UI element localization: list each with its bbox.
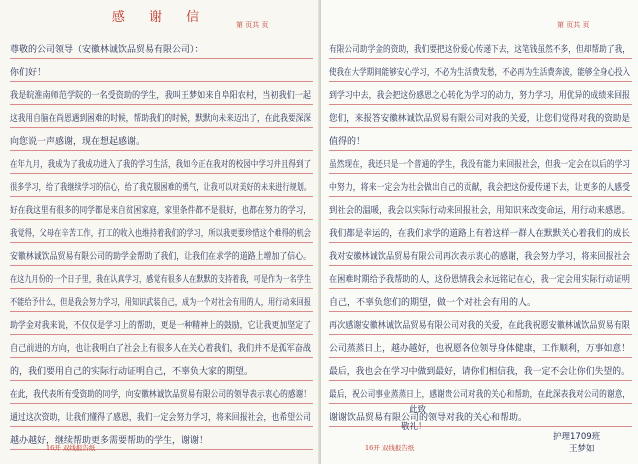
handwritten-line: 我是皖淮南师范学院的一名受资助的学生，我叫王梦如来自阜阳农村，当初我们一起 [10,91,312,101]
handwritten-line: 我们都是幸运的，在我们求学的道路上有着这样一群人在默默关心着我们的成长 [329,229,631,239]
handwritten-line: 不能给予什么，但是我会努力学习，用知识武装自己，成为一个对社会有用的人，用行动来回报 [10,298,312,308]
ruled-line [10,174,313,197]
handwritten-line: 值得的！ [329,137,366,147]
ruled-line [10,358,313,381]
ruled-line [329,335,632,358]
handwritten-line: 我对安徽林诚饮品贸易有限公司再次表示衷心的感谢，我会努力学习，将来回报社会 [329,252,631,262]
ruled-line [10,220,313,243]
ruled-line [329,289,632,312]
handwritten-line: 的，我们要用自己的实际行动证明自己，不辜负大家的期望。 [10,367,254,377]
ruled-line [329,220,632,243]
ruled-line [10,243,313,266]
handwritten-line: 中努力，将来一定会为社会做出自己的贡献，我会把这份爱传递下去，让更多的人感受 [329,183,631,193]
handwritten-line: 通过这次资助，让我们懂得了感恩，我们一定会努力学习，将来回报社会，也希望公司 [10,413,312,423]
closing-text: 此致 [409,405,427,415]
ruled-line [329,358,632,381]
handwritten-line: 越办越好，继续帮助更多需要帮助的学生，谢谢！ [10,436,209,446]
handwritten-line: 自己，不辜负您们的期望，做一个对社会有用的人。 [329,298,537,308]
ruled-line [10,289,313,312]
handwritten-line: 到学习中去，我会把这份感恩之心转化为学习的动力，努力学习，用优异的成绩来回报 [329,91,631,101]
ruled-line [10,312,313,335]
ruled-line [10,128,313,151]
handwritten-line: 谢谢饮品贸易有限公司的领导对我的关心和帮助。 [329,413,528,423]
handwritten-line: 最后，祝公司事业蒸蒸日上，感谢贵公司对我的关心和帮助，在此深表我对公司的谢意， [329,390,631,400]
handwritten-line: 很多学习，给了我继续学习的信心，给了我克服困难的勇气，让我可以对美好的未来进行规划。 [10,183,312,193]
ruled-line [10,105,313,128]
ruled-line [329,59,632,82]
handwritten-line: 再次感谢安徽林诚饮品贸易有限公司对我的关爱，在此我祝愿安徽林诚饮品贸易有限 [329,321,631,331]
ruled-line [329,243,632,266]
handwritten-line: 这我用自脑在尚恩遇到困难的时候，帮助我们的时候，默默向未来迈出了，在此我要深深 [10,114,312,124]
handwritten-line: 在此，我代表所有受资助的同学，向安徽林诚饮品贸易有限公司的领导表示衷心的感谢！ [10,390,312,400]
handwritten-line: 自己前进的方向，也让我明白了社会上有很多人在关心着我们，我们并不是孤军奋战 [10,344,312,354]
handwritten-line: 助学金对我来说，不仅仅是学习上的帮助，更是一种精神上的鼓励，它让我更加坚定了 [10,321,312,331]
handwritten-line: 虽然现在，我还只是一个普通的学生，我没有能力来回报社会，但我一定会在以后的学习 [329,160,631,170]
handwritten-line: 好在我这里有很多的同学都是来自贫困家庭，家里条件都不是很好，也都在努力的学习， [10,206,312,216]
ruled-line [10,404,313,427]
handwritten-line: 尊敬的公司领导（安徽林诚饮品贸易有限公司）： [10,45,204,55]
letter-title: 感 谢 信 [111,10,210,25]
ruled-line [329,151,632,174]
ruled-line [329,174,632,197]
ruled-line [329,36,632,59]
ruled-line [10,59,313,82]
ruled-line [329,404,632,427]
ruled-line [329,82,632,105]
right-paper-footer: 16开 双线报告纸 [365,444,415,452]
handwritten-line: 安徽林诚饮品贸易有限公司的助学金帮助了我们，让我们在求学的道路上增加了信心。 [10,252,312,262]
handwritten-line: 你们好！ [10,68,47,78]
ruled-line [10,381,313,404]
signature-class: 护理1709班 [553,432,601,442]
handwritten-line: 到社会的温暖，我会以实际行动来回报社会，用知识来改变命运，用行动来感恩。 [329,206,631,216]
ruled-line [10,266,313,289]
right-page [321,0,638,464]
handwritten-line: 我觉得，父母在辛苦工作，打工的收入也维持着我们的学习，所以我更要珍惜这个难得的机会 [10,229,312,239]
ruled-line [10,335,313,358]
left-paper-footer: 16开 双线报告纸 [46,444,96,452]
handwritten-line: 在这九月份的一个日子里，我在认真学习，感觉有很多人在默默的支持着我，可是作为一名学生 [10,275,312,285]
handwritten-line: 最后，我也会在学习中做到最好，请你们相信我，我一定不会让你们失望的。 [329,367,631,377]
right-page-number: 第 页共 页 [557,21,590,29]
handwritten-line: 有限公司助学金的资助，我们要把这份爱心传递下去，这笔钱虽然不多，但却帮助了我， [329,45,631,55]
ruled-line [329,266,632,289]
ruled-line [329,128,632,151]
ruled-line [10,197,313,220]
signature-name: 王梦如 [569,444,595,454]
handwritten-line: 在困难时期给予我帮助的人，这份恩情我会永远铭记在心，我一定会用实际行动证明 [329,275,631,285]
ruled-line [329,197,632,220]
ruled-line [10,36,313,59]
ruled-line [329,381,632,404]
left-page-number: 第 页共 页 [236,21,269,29]
handwritten-line: 您们，来报答安徽林诚饮品贸易有限公司对我的关爱，让您们觉得对我的资助是 [329,114,631,124]
ruled-line [10,82,313,105]
handwritten-line: 在年九月，我成为了我成功进入了我的学习生活，我如今正在我对的校园中学习并且得到了 [10,160,312,170]
handwritten-line: 向您说一声感谢，现在想起感谢。 [10,137,146,147]
handwritten-line: 公司蒸蒸日上，越办越好，也祝愿各位领导身体健康，工作顺利，万事如意！ [329,344,631,354]
handwritten-line: 使我在大学期间能够安心学习，不必为生活费发愁，不必再为生活费奔波，能够全身心投入 [329,68,631,78]
salute-text: 敬礼！ [401,422,427,432]
ruled-line [10,151,313,174]
ruled-line [329,105,632,128]
ruled-line [329,312,632,335]
